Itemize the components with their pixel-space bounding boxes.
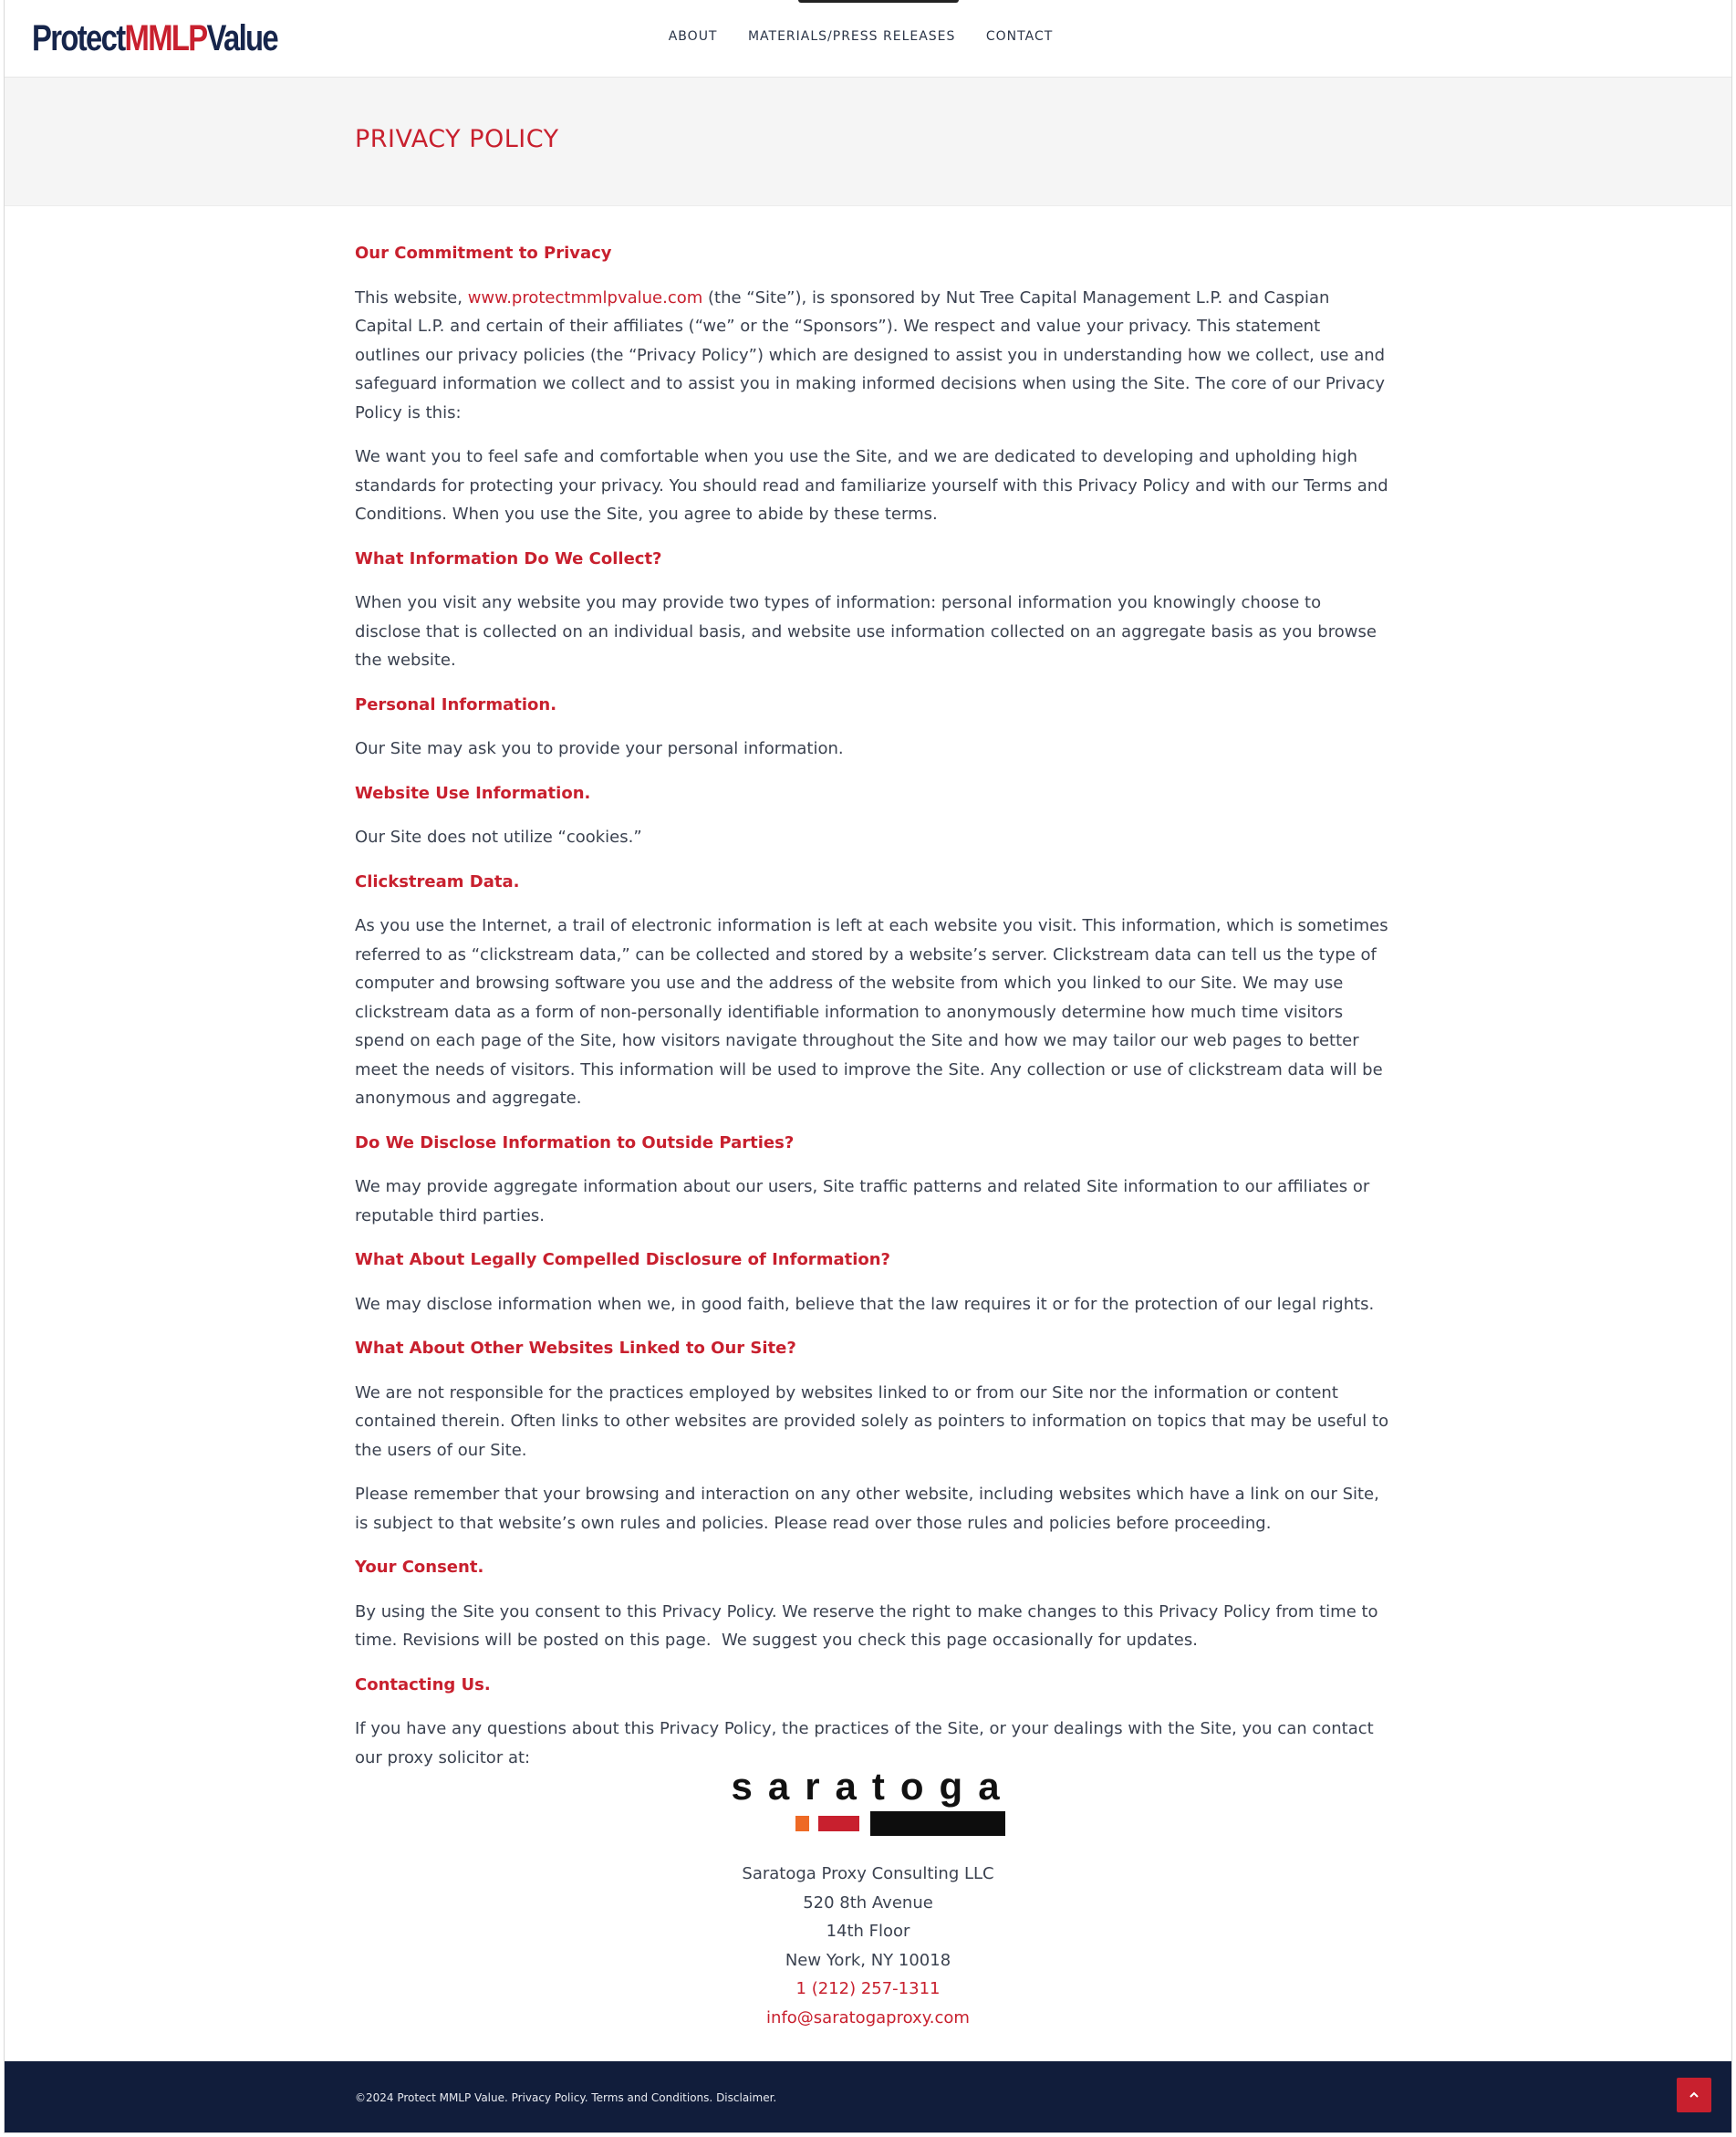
logo-word-value: Value: [206, 18, 278, 58]
chevron-up-icon: [1689, 2090, 1700, 2100]
footer-link-privacy[interactable]: Privacy Policy.: [511, 2091, 588, 2104]
solicitor-phone-link[interactable]: 1 (212) 257-1311: [795, 1979, 941, 1998]
proxy-solicitor-block: [5, 1765, 1731, 2032]
heading-consent: Your Consent.: [355, 1558, 484, 1577]
paragraph-commitment-2: We want you to feel safe and comfortable when you use the Site, and we are dedicated to developing and upholding high standards for protecting your privacy. You should read and familiarize yourself with this Privacy Policy and with our Terms and Conditions. When you use the Site, you agree to abide by these terms.: [355, 447, 1388, 524]
heading-disclose: Do We Disclose Information to Outside Parties?: [355, 1132, 795, 1152]
logo-black-bar: [870, 1811, 1005, 1836]
site-url-link[interactable]: www.protectmmlpvalue.com: [467, 287, 703, 308]
logo-orange-square: [795, 1816, 809, 1831]
paragraph-collect: When you visit any website you may provide two types of information: personal information you knowingly choose to disclose that is collected on an individual basis, and website use information collected on an aggregate basis as you browse the website.: [355, 593, 1377, 670]
solicitor-name: Saratoga Proxy Consulting LLC: [742, 1864, 994, 1883]
browser-tab-indicator: [798, 0, 959, 3]
paragraph-legal: We may disclose information when we, in good faith, believe that the law requires it or for the protection of our legal rights.: [355, 1294, 1375, 1314]
paragraph-disclose: We may provide aggregate information about our users, Site traffic patterns and related Site information to our affiliates or reputable third parties.: [355, 1177, 1370, 1225]
back-to-top-button[interactable]: [1677, 2078, 1711, 2112]
site-footer: [5, 2061, 1731, 2133]
heading-website-use: Website Use Information.: [355, 783, 591, 803]
paragraph-contact: If you have any questions about this Privacy Policy, the practices of the Site, or your dealings with the Site, you can contact our proxy solicitor at:: [355, 1719, 1374, 1767]
solicitor-address: [5, 1860, 1731, 2032]
footer-link-disclaimer[interactable]: Disclaimer.: [716, 2091, 777, 2104]
text-suffix: (the “Site”), is sponsored by Nut Tree Capital Management L.P. and Caspian Capital L.P. and certain of their affiliates (“we” or the “Sponsors”). We respect and value your privacy. This statement outlines our privacy policies (the “Privacy Policy”) which are designed to assist you in understanding how we collect, use and safeguard information we collect and to assist you in making informed decisions when using the Site. The core of our Privacy Policy is this:: [355, 287, 1386, 422]
page-title: PRIVACY POLICY: [355, 125, 559, 153]
solicitor-floor: 14th Floor: [826, 1922, 910, 1941]
page-frame: [4, 0, 1732, 2133]
solicitor-email-link[interactable]: info@saratogaproxy.com: [766, 2007, 970, 2028]
heading-personal: Personal Information.: [355, 694, 557, 714]
logo-word-mmlp: MMLP: [124, 18, 207, 58]
site-header: [5, 0, 1731, 78]
paragraph-other-sites-1: We are not responsible for the practices employed by websites linked to or from our Site nor the information or content contained therein. Often links to other websites are provided solely as pointers to information on topics that may be useful to the users of our Site.: [355, 1382, 1389, 1460]
heading-contact: Contacting Us.: [355, 1674, 491, 1694]
saratoga-logo: [731, 1765, 1015, 1838]
heading-collect: What Information Do We Collect?: [355, 548, 662, 568]
page-title-banner: [5, 78, 1731, 206]
paragraph-personal: Our Site may ask you to provide your personal information.: [355, 739, 844, 758]
logo-word-protect: Protect: [32, 18, 125, 58]
heading-commitment: Our Commitment to Privacy: [355, 244, 612, 263]
solicitor-street: 520 8th Avenue: [803, 1892, 933, 1913]
footer-copyright: [355, 2091, 776, 2104]
paragraph-consent: By using the Site you consent to this Privacy Policy. We reserve the right to make changes to this Privacy Policy from time to time. Revisions will be posted on this page. We suggest you check this page occasionally for updates.: [355, 1601, 1378, 1650]
paragraph-commitment-1: [355, 284, 1390, 428]
logo-red-bar: [818, 1816, 859, 1831]
text-prefix: This website,: [355, 287, 468, 308]
paragraph-other-sites-2: Please remember that your browsing and interaction on any other website, including websites which have a link on our Site, is subject to that website’s own rules and policies. Please read over those rules and policies before proceeding.: [355, 1485, 1379, 1533]
solicitor-city: New York, NY 10018: [785, 1950, 951, 1970]
copyright-text: ©2024 Protect MMLP Value.: [355, 2091, 508, 2104]
paragraph-website-use: Our Site does not utilize “cookies.”: [355, 828, 642, 847]
policy-content: [355, 239, 1390, 1788]
nav-about[interactable]: ABOUT: [668, 29, 718, 44]
footer-link-terms[interactable]: Terms and Conditions.: [591, 2091, 713, 2104]
saratoga-logo-word: saratoga: [731, 1765, 1015, 1808]
heading-clickstream: Clickstream Data.: [355, 871, 520, 891]
heading-legal: What About Legally Compelled Disclosure of Information?: [355, 1250, 890, 1269]
main-nav: [5, 29, 1731, 44]
nav-materials[interactable]: MATERIALS/PRESS RELEASES: [747, 29, 956, 44]
heading-other-sites: What About Other Websites Linked to Our Site?: [355, 1339, 796, 1358]
nav-contact[interactable]: CONTACT: [985, 29, 1054, 44]
paragraph-clickstream: As you use the Internet, a trail of electronic information is left at each website you visit. This information, which is sometimes referred to as “clickstream data,” can be collected and stored by a website’s server. Clickstream data can tell us the type of computer and browsing software you use and the address of the website from which you linked to our Site. We may use clickstream data as a form of non-personally identifiable information to anonymously determine how much time visitors spend on each page of the Site, how visitors navigate throughout the Site and how we may tailor our web pages to better meet the needs of visitors. This information will be used to improve the Site. Any collection or use of clickstream data will be anonymous and aggregate.: [355, 916, 1388, 1108]
